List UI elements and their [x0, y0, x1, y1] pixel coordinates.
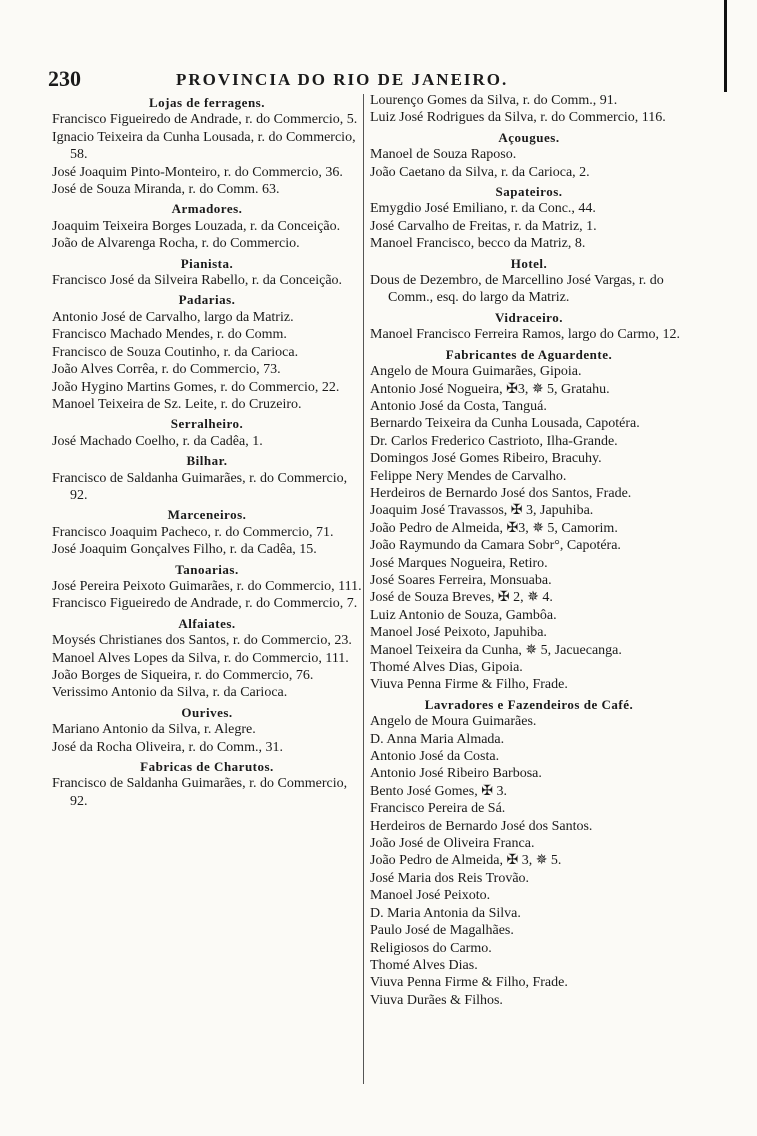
directory-entry: Francisco Pereira de Sá. — [370, 801, 506, 817]
directory-entry: José Marques Nogueira, Retiro. — [370, 555, 548, 571]
directory-entry: Francisco José da Silveira Rabello, r. da Conceição. — [52, 273, 343, 289]
directory-entry: Dr. Carlos Frederico Castrioto, Ilha-Grande. — [370, 433, 618, 449]
directory-entry: Bento José Gomes, ✠ 3. — [370, 783, 507, 799]
directory-entry: Joaquim José Travassos, ✠ 3, Japuhiba. — [370, 503, 594, 519]
directory-entry: José Joaquim Gonçalves Filho, r. da Cadêa, 15. — [52, 542, 317, 558]
directory-entry: Francisco Figueiredo de Andrade, r. do Commercio, 7. — [52, 596, 358, 612]
section-heading: Pianista. — [180, 255, 234, 271]
directory-entry: Francisco Joaquim Pacheco, r. do Commercio, 71. — [52, 524, 334, 540]
directory-entry: Manoel José Peixoto, Japuhiba. — [370, 625, 547, 641]
section-heading: Vidraceiro. — [495, 309, 563, 325]
page-header — [48, 66, 568, 92]
directory-entry: Francisco Figueiredo de Andrade, r. do Commercio, 5. — [52, 112, 358, 128]
directory-entry: Joaquim Teixeira Borges Louzada, r. da Conceição. — [52, 218, 341, 234]
margin-rule — [724, 0, 727, 92]
directory-entry: Luiz José Rodrigues da Silva, r. do Commercio, 116. — [370, 110, 666, 126]
page-title: PROVINCIA DO RIO DE JANEIRO. — [176, 70, 509, 89]
section-heading: Hotel. — [510, 255, 548, 271]
directory-entry: José de Souza Miranda, r. do Comm. 63. — [52, 182, 280, 198]
directory-entry: José Machado Coelho, r. da Cadêa, 1. — [52, 433, 263, 449]
section-heading: Açougues. — [498, 129, 560, 145]
directory-entry: José Joaquim Pinto-Monteiro, r. do Commercio, 36. — [52, 164, 343, 180]
right-column — [370, 92, 688, 1009]
directory-entry: João Raymundo da Camara Sobr°, Capotéra. — [370, 538, 621, 554]
column-divider — [363, 94, 364, 1084]
directory-entry: Paulo José de Magalhães. — [370, 923, 514, 939]
directory-entry: Francisco de Saldanha Guimarães, r. do Commercio, 92. — [52, 470, 348, 503]
directory-entry: Manoel José Peixoto. — [370, 888, 491, 904]
directory-entry: Viuva Penna Firme & Filho, Frade. — [370, 677, 568, 693]
directory-entry: Manoel Alves Lopes da Silva, r. do Commercio, 111. — [52, 650, 349, 666]
directory-entry: João Pedro de Almeida, ✠3, ✵ 5, Camorim. — [370, 520, 618, 536]
section-heading: Bilhar. — [186, 453, 228, 469]
section-heading: Ourives. — [181, 704, 233, 720]
directory-entry: Francisco de Souza Coutinho, r. da Carioca. — [52, 344, 299, 360]
left-column — [52, 92, 362, 810]
directory-entry: José da Rocha Oliveira, r. do Comm., 31. — [52, 739, 283, 755]
section-heading: Fabricantes de Aguardente. — [445, 346, 613, 362]
directory-entry: Antonio José de Carvalho, largo da Matriz. — [52, 309, 294, 325]
directory-entry: Francisco de Saldanha Guimarães, r. do Commercio, 92. — [52, 776, 348, 809]
directory-entry: D. Anna Maria Almada. — [370, 731, 505, 747]
section-heading: Armadores. — [171, 201, 243, 217]
directory-entry: Thomé Alves Dias. — [370, 957, 478, 973]
section-heading: Sapateiros. — [495, 184, 563, 200]
directory-entry: Moysés Christianes dos Santos, r. do Commercio, 23. — [52, 633, 352, 649]
page-number: 230 — [48, 66, 81, 91]
directory-entry: Manoel de Souza Raposo. — [370, 147, 517, 163]
section-heading: Fabricas de Charutos. — [140, 759, 274, 775]
directory-entry: Lourenço Gomes da Silva, r. do Comm., 91. — [370, 93, 618, 108]
directory-entry: Domingos José Gomes Ribeiro, Bracuhy. — [370, 451, 602, 467]
directory-entry: Manoel Francisco, becco da Matriz, 8. — [370, 236, 586, 252]
directory-entry: Angelo de Moura Guimarães, Gipoia. — [370, 364, 582, 380]
directory-entry: Dous de Dezembro, de Marcellino José Vargas, r. do Comm., esq. do largo da Matriz. — [370, 273, 664, 306]
directory-entry: Mariano Antonio da Silva, r. Alegre. — [52, 722, 256, 738]
section-heading: Alfaiates. — [178, 615, 236, 631]
section-heading: Serralheiro. — [170, 416, 244, 432]
directory-entry: José Maria dos Reis Trovão. — [370, 870, 530, 886]
directory-entry: João Pedro de Almeida, ✠ 3, ✵ 5. — [370, 853, 562, 869]
directory-entry: Luiz Antonio de Souza, Gambôa. — [370, 607, 557, 623]
directory-entry: Manoel Teixeira da Cunha, ✵ 5, Jacuecanga. — [370, 642, 622, 658]
directory-entry: Felippe Nery Mendes de Carvalho. — [370, 468, 567, 484]
directory-entry: José Soares Ferreira, Monsuaba. — [370, 572, 552, 588]
directory-entry: João de Alvarenga Rocha, r. do Commercio. — [52, 236, 300, 252]
directory-entry: João Borges de Siqueira, r. do Commercio, 76. — [52, 668, 314, 683]
section-heading: Lojas de ferragens. — [148, 95, 265, 110]
directory-entry: Thomé Alves Dias, Gipoia. — [370, 660, 523, 675]
section-heading: Lavradores e Fazendeiros de Café. — [424, 696, 634, 712]
directory-entry: Antonio José da Costa, Tanguá. — [370, 398, 547, 414]
directory-entry: Antonio José da Costa. — [370, 749, 500, 765]
directory-entry: José Pereira Peixoto Guimarães, r. do Commercio, 111. — [52, 578, 362, 594]
directory-entry: D. Maria Antonia da Silva. — [370, 905, 521, 921]
directory-entry: Religiosos do Carmo. — [370, 940, 492, 956]
directory-entry: João Hygino Martins Gomes, r. do Commercio, 22. — [52, 379, 340, 395]
directory-entry: Viuva Durães & Filhos. — [370, 992, 503, 1008]
section-heading: Marceneiros. — [167, 507, 247, 523]
section-heading: Padarias. — [178, 292, 236, 308]
directory-entry: Manoel Francisco Ferreira Ramos, largo do Carmo, 12. — [370, 327, 681, 343]
directory-entry: João Alves Corrêa, r. do Commercio, 73. — [52, 362, 281, 378]
section-heading: Tanoarias. — [175, 561, 239, 577]
directory-entry: Angelo de Moura Guimarães. — [370, 714, 537, 730]
directory-entry: Herdeiros de Bernardo José dos Santos. — [370, 818, 593, 834]
directory-entry: Antonio José Ribeiro Barbosa. — [370, 766, 542, 782]
directory-entry: Viuva Penna Firme & Filho, Frade. — [370, 975, 568, 991]
directory-entry: Herdeiros de Bernardo José dos Santos, Frade. — [370, 485, 632, 501]
directory-entry: Antonio José Nogueira, ✠3, ✵ 5, Gratahu. — [370, 381, 610, 397]
directory-entry: Bernardo Teixeira da Cunha Lousada, Capotéra. — [370, 416, 640, 432]
directory-entry: Francisco Machado Mendes, r. do Comm. — [52, 327, 287, 343]
directory-entry: Manoel Teixeira de Sz. Leite, r. do Cruzeiro. — [52, 396, 302, 412]
directory-entry: Ignacio Teixeira da Cunha Lousada, r. do Commercio, 58. — [52, 129, 356, 163]
directory-entry: Verissimo Antonio da Silva, r. da Carioca. — [52, 685, 288, 701]
directory-entry: João José de Oliveira Franca. — [370, 836, 535, 852]
directory-entry: José Carvalho de Freitas, r. da Matriz, 1. — [370, 218, 597, 234]
directory-entry: João Caetano da Silva, r. da Carioca, 2. — [370, 164, 590, 180]
directory-entry: Emygdio José Emiliano, r. da Conc., 44. — [370, 201, 596, 217]
directory-entry: José de Souza Breves, ✠ 2, ✵ 4. — [370, 590, 553, 606]
